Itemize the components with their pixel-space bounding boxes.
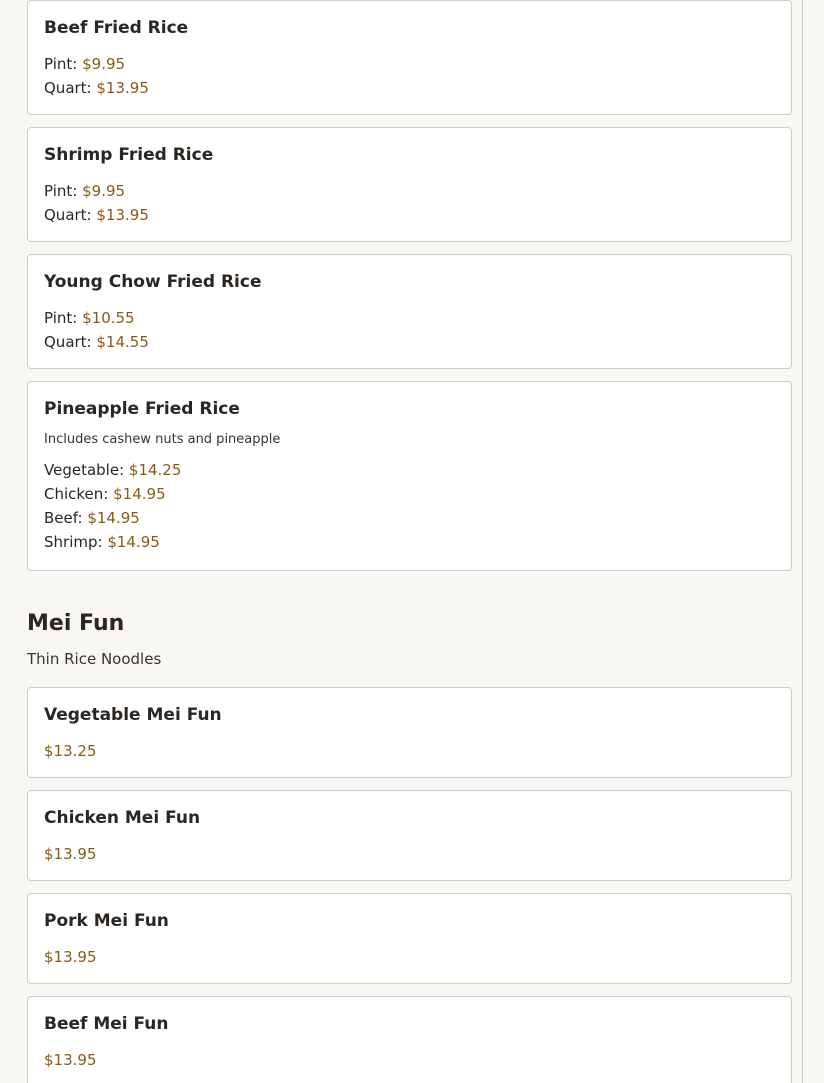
price-value: $14.25 bbox=[128, 461, 182, 479]
price-list bbox=[44, 52, 775, 100]
price-list bbox=[44, 179, 775, 227]
section-subtitle: Thin Rice Noodles bbox=[27, 650, 162, 668]
menu-item-description: Includes cashew nuts and pineapple bbox=[44, 432, 281, 447]
price-value: $9.95 bbox=[82, 182, 126, 200]
menu-item-name: Pineapple Fried Rice bbox=[44, 399, 240, 419]
price-line bbox=[44, 203, 775, 227]
price-value: $13.25 bbox=[44, 742, 97, 760]
size-label: Pint: bbox=[44, 55, 78, 73]
price-list bbox=[44, 739, 775, 763]
menu-item-card[interactable] bbox=[27, 687, 792, 778]
menu-item-card[interactable] bbox=[27, 790, 792, 881]
menu-item-name: Pork Mei Fun bbox=[44, 911, 169, 931]
price-line bbox=[44, 52, 775, 76]
option-label: Beef: bbox=[44, 509, 83, 527]
menu-item-card[interactable] bbox=[27, 254, 792, 369]
price-line bbox=[44, 506, 775, 530]
price-line bbox=[44, 76, 775, 100]
menu-item-name: Beef Mei Fun bbox=[44, 1014, 169, 1034]
option-label: Shrimp: bbox=[44, 533, 103, 551]
price-line bbox=[44, 306, 775, 330]
price-list bbox=[44, 842, 775, 866]
size-label: Quart: bbox=[44, 206, 92, 224]
price-value: $13.95 bbox=[96, 79, 149, 97]
menu-item-card[interactable] bbox=[27, 893, 792, 984]
section-title: Mei Fun bbox=[27, 611, 125, 636]
menu-item-name: Shrimp Fried Rice bbox=[44, 145, 214, 165]
price-value: $13.95 bbox=[96, 206, 149, 224]
size-label: Quart: bbox=[44, 79, 92, 97]
size-label: Pint: bbox=[44, 182, 78, 200]
price-value: $13.95 bbox=[44, 948, 97, 966]
size-label: Quart: bbox=[44, 333, 92, 351]
price-line bbox=[44, 330, 775, 354]
price-value: $13.95 bbox=[44, 845, 97, 863]
menu-item-card[interactable] bbox=[27, 127, 792, 242]
price-list bbox=[44, 306, 775, 354]
menu-item-name: Chicken Mei Fun bbox=[44, 808, 201, 828]
price-line bbox=[44, 530, 775, 554]
page-edge-divider bbox=[802, 0, 803, 1083]
menu-item-name: Young Chow Fried Rice bbox=[44, 272, 262, 292]
menu-item-name: Vegetable Mei Fun bbox=[44, 705, 222, 725]
price-line bbox=[44, 458, 775, 482]
price-value: $14.55 bbox=[96, 333, 149, 351]
menu-item-card[interactable] bbox=[27, 996, 792, 1083]
price-value: $14.95 bbox=[107, 533, 160, 551]
option-label: Vegetable: bbox=[44, 461, 125, 479]
size-label: Pint: bbox=[44, 309, 78, 327]
menu-item-name: Beef Fried Rice bbox=[44, 18, 189, 38]
price-value: $13.95 bbox=[44, 1051, 97, 1069]
price-list bbox=[44, 945, 775, 969]
option-label: Chicken: bbox=[44, 485, 109, 503]
price-value: $9.95 bbox=[82, 55, 126, 73]
price-line bbox=[44, 482, 775, 506]
menu-item-card[interactable] bbox=[27, 0, 792, 115]
price-value: $14.95 bbox=[87, 509, 140, 527]
price-list bbox=[44, 458, 775, 554]
price-list bbox=[44, 1048, 775, 1072]
price-value: $10.55 bbox=[82, 309, 135, 327]
price-value: $14.95 bbox=[113, 485, 166, 503]
menu-item-card[interactable] bbox=[27, 381, 792, 571]
price-line bbox=[44, 179, 775, 203]
